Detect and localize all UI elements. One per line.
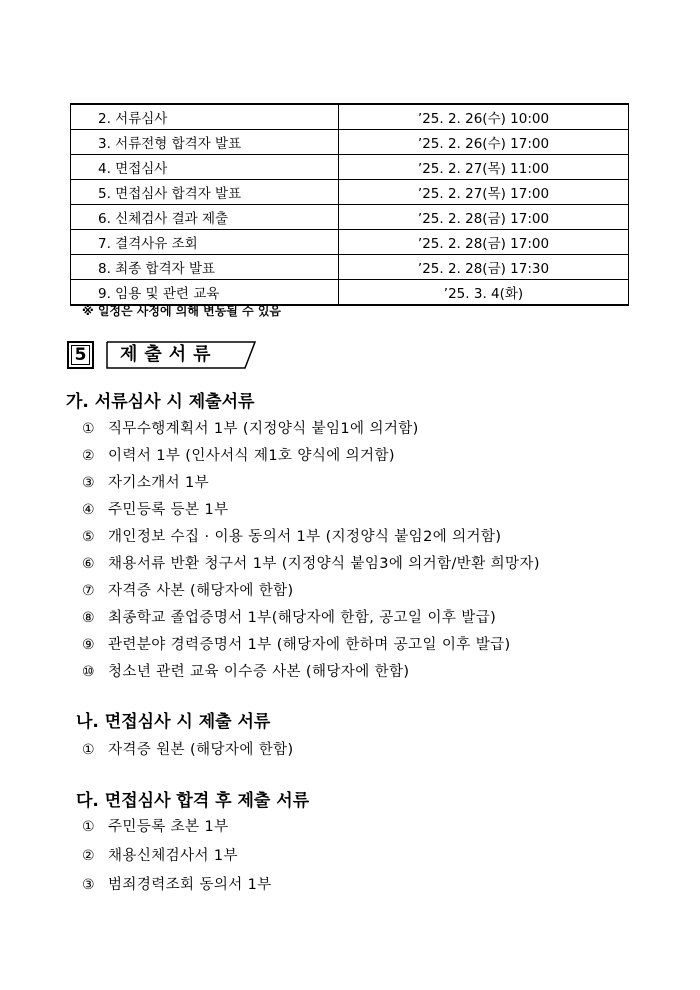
- list-item: [82, 581, 540, 608]
- item-number: ⑨: [82, 637, 95, 653]
- item-number: ②: [82, 448, 95, 464]
- schedule-date: ’25. 2. 26(수) 10:00: [339, 104, 629, 130]
- item-number: ⑤: [82, 529, 95, 545]
- subsection-heading: 나. 면접심사 시 제출 서류: [76, 712, 271, 732]
- item-number: ①: [82, 819, 95, 835]
- item-text: 이력서 1부 (인사서식 제1호 양식에 의거함): [108, 448, 395, 464]
- list-item: [82, 875, 272, 904]
- list-item: [82, 500, 540, 527]
- document-list: [82, 817, 272, 904]
- item-text: 자격증 원본 (해당자에 한함): [108, 742, 294, 758]
- schedule-step: 3. 서류전형 합격자 발표: [71, 130, 339, 155]
- schedule-date: ’25. 3. 4(화): [339, 280, 629, 306]
- schedule-date: ’25. 2. 28(금) 17:30: [339, 255, 629, 280]
- item-number: ④: [82, 502, 95, 518]
- schedule-table: [70, 103, 629, 306]
- schedule-step: 7. 결격사유 조회: [71, 230, 339, 255]
- document-list: [82, 740, 294, 767]
- section-number: 5: [67, 341, 94, 369]
- list-item: [82, 817, 272, 846]
- schedule-step: 4. 면접심사: [71, 155, 339, 180]
- schedule-date: ’25. 2. 27(목) 11:00: [339, 155, 629, 180]
- item-text: 직무수행계획서 1부 (지정양식 붙임1에 의거함): [108, 421, 419, 437]
- section-title-box: [106, 341, 256, 369]
- list-item: [82, 846, 272, 875]
- section-title: 제출서류: [120, 344, 218, 365]
- item-text: 최종학교 졸업증명서 1부(해당자에 한함, 공고일 이후 발급): [108, 610, 497, 626]
- table-row: [71, 130, 629, 155]
- item-number: ①: [82, 421, 95, 437]
- document-list: [82, 419, 540, 689]
- table-row: [71, 180, 629, 205]
- list-item: [82, 740, 294, 767]
- item-text: 자격증 사본 (해당자에 한함): [108, 583, 294, 599]
- schedule-step: 9. 임용 및 관련 교육: [71, 280, 339, 306]
- list-item: [82, 527, 540, 554]
- table-row: [71, 205, 629, 230]
- list-item: [82, 662, 540, 689]
- list-item: [82, 608, 540, 635]
- schedule-step: 2. 서류심사: [71, 104, 339, 130]
- schedule-date: ’25. 2. 26(수) 17:00: [339, 130, 629, 155]
- schedule-step: 6. 신체검사 결과 제출: [71, 205, 339, 230]
- item-text: 관련분야 경력증명서 1부 (해당자에 한하며 공고일 이후 발급): [108, 637, 511, 653]
- item-number: ⑦: [82, 583, 95, 599]
- schedule-date: ’25. 2. 27(목) 17:00: [339, 180, 629, 205]
- table-row: [71, 230, 629, 255]
- table-row: [71, 255, 629, 280]
- subsection-heading: 다. 면접심사 합격 후 제출 서류: [76, 791, 310, 811]
- item-number: ③: [82, 475, 95, 491]
- item-text: 채용신체검사서 1부: [108, 848, 238, 864]
- subsection-heading: 가. 서류심사 시 제출서류: [66, 392, 255, 412]
- schedule-step: 5. 면접심사 합격자 발표: [71, 180, 339, 205]
- schedule-date: ’25. 2. 28(금) 17:00: [339, 230, 629, 255]
- schedule-date: ’25. 2. 28(금) 17:00: [339, 205, 629, 230]
- item-text: 자기소개서 1부: [108, 475, 210, 491]
- item-text: 주민등록 초본 1부: [108, 819, 229, 835]
- item-number: ③: [82, 877, 95, 893]
- list-item: [82, 419, 540, 446]
- list-item: [82, 446, 540, 473]
- schedule-step: 8. 최종 합격자 발표: [71, 255, 339, 280]
- item-text: 청소년 관련 교육 이수증 사본 (해당자에 한함): [108, 664, 410, 680]
- list-item: [82, 473, 540, 500]
- table-row: [71, 155, 629, 180]
- item-number: ⑥: [82, 556, 95, 572]
- item-text: 개인정보 수집 · 이용 동의서 1부 (지정양식 붙임2에 의거함): [108, 529, 502, 545]
- schedule-note: ※ 일정은 사정에 의해 변동될 수 있음: [82, 304, 282, 318]
- item-number: ②: [82, 848, 95, 864]
- table-row: [71, 104, 629, 130]
- item-number: ⑧: [82, 610, 95, 626]
- item-text: 채용서류 반환 청구서 1부 (지정양식 붙임3에 의거함/반환 희망자): [108, 556, 540, 572]
- item-number: ①: [82, 742, 95, 758]
- list-item: [82, 554, 540, 581]
- item-number: ⑩: [82, 664, 95, 680]
- list-item: [82, 635, 540, 662]
- item-text: 주민등록 등본 1부: [108, 502, 229, 518]
- item-text: 범죄경력조회 동의서 1부: [108, 877, 272, 893]
